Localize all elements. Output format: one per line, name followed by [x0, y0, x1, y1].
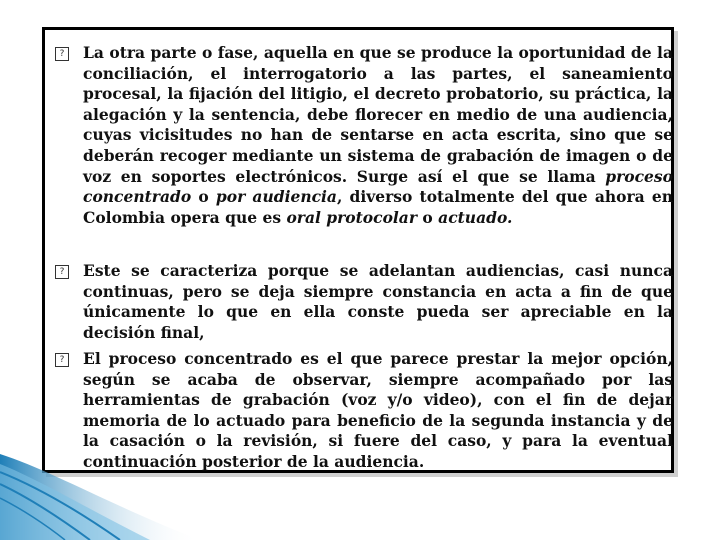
- bullet-icon: ?: [55, 265, 69, 279]
- body-text: o: [191, 187, 216, 207]
- body-text: La otra parte o fase, aquella en que se produce la oportunidad de la conciliación, el interrogatorio a las partes, el saneamiento procesal, la fijación del litigio, el decreto probatorio, su práctica, la alegación y la sentencia, debe florecer en medio de una audiencia, cuyas vicisitudes no han de sentarse en acta escrita, sino que se deberán recoger mediante un sistema de grabación de imagen o de voz en soportes electrónicos. Surge así el que se llama: [83, 43, 673, 186]
- body-text: Este se caracteriza porque se adelantan audiencias, casi nunca continuas, pero se deja siempre constancia en acta a fin de que únicamente lo que en ella conste pueda ser apreciable en la decisión final,: [83, 261, 673, 342]
- bullet-paragraph-1: [83, 43, 673, 228]
- bullet-paragraph-2: [83, 261, 673, 343]
- body-text: o: [417, 207, 439, 227]
- slide-content-frame: [42, 27, 674, 473]
- bullet-icon: ?: [55, 47, 69, 61]
- decorative-wave-graphic: [0, 450, 200, 540]
- bullet-icon: ?: [55, 353, 69, 367]
- emphasis-text: oral protocolar: [286, 207, 418, 227]
- body-text: El proceso concentrado es el que parece prestar la mejor opción, según se acaba de observar, siempre acompañado por las herramientas de grabación (voz y/o video), con el fin de dejar memoria de lo actuado para beneficio de la segunda instancia y de la casación o la revisión, si fuere del caso, y para la eventual continuación posterior de la audiencia.: [83, 349, 673, 471]
- emphasis-text: proceso concentrado: [83, 166, 673, 207]
- emphasis-text: actuado.: [438, 207, 513, 227]
- emphasis-text: por audiencia: [215, 187, 337, 207]
- body-text: , diverso totalmente del que ahora en Colombia opera que es: [83, 187, 673, 227]
